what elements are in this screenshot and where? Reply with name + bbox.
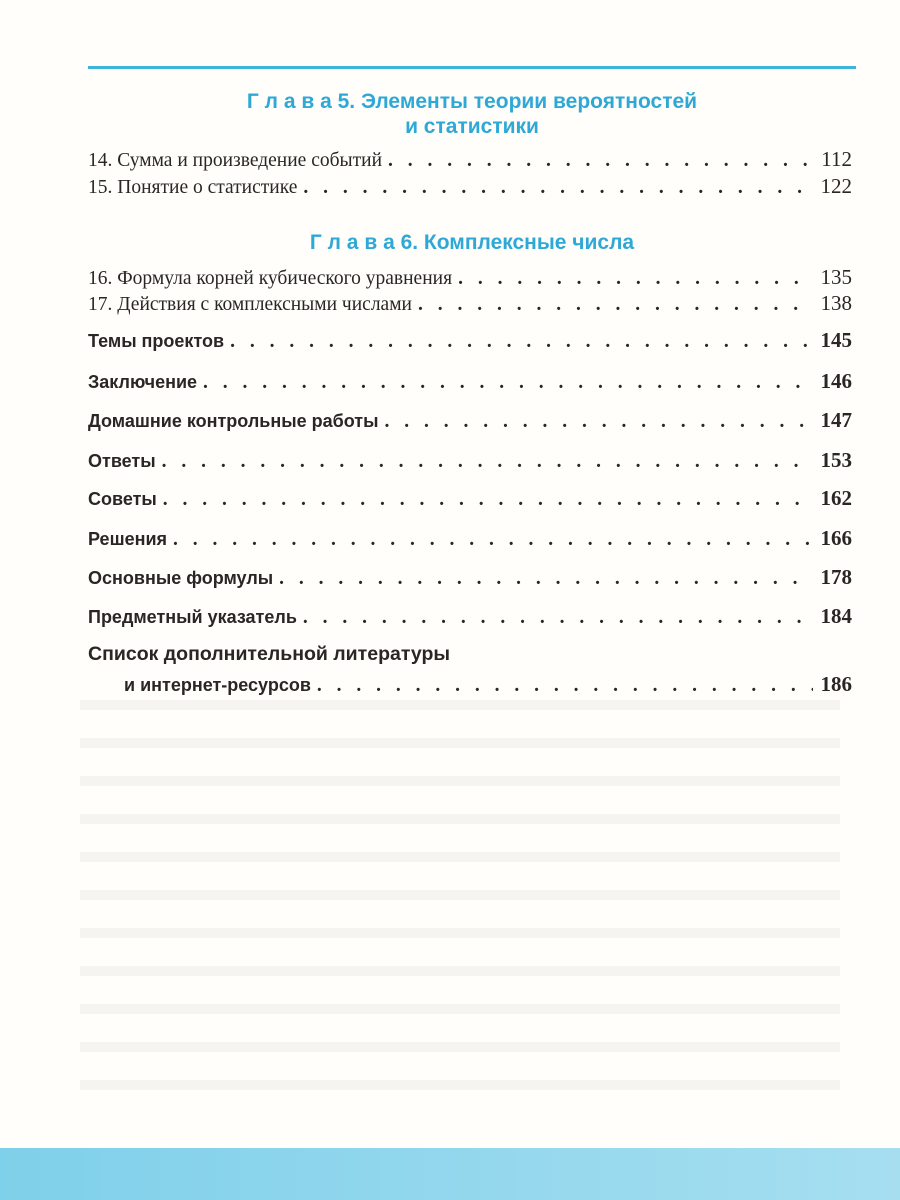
entry-title: 14. Сумма и произведение событий [88, 150, 383, 171]
section-page: 178 [820, 565, 852, 589]
toc-section[interactable] [88, 369, 852, 395]
chapter-5-heading [88, 89, 856, 139]
section-title: Решения [88, 529, 168, 549]
dot-leader [388, 149, 813, 173]
dot-leader [230, 330, 812, 354]
toc-section[interactable] [88, 565, 852, 591]
entry-page: 135 [820, 265, 852, 289]
bottom-color-band [0, 1148, 900, 1200]
section-title: Советы [88, 489, 157, 509]
section-page: 147 [820, 408, 852, 432]
section-title: Заключение [88, 372, 198, 392]
section-page: 166 [820, 526, 852, 550]
entry-title: 16. Формула корней кубического уравнения [88, 268, 453, 289]
dot-leader [418, 293, 813, 317]
toc-section[interactable] [88, 448, 852, 474]
dot-leader [203, 371, 812, 395]
section-page: 184 [820, 604, 852, 628]
section-page: 162 [820, 486, 852, 510]
dot-leader [279, 567, 812, 591]
toc-entry[interactable] [88, 174, 852, 200]
dot-leader [162, 450, 813, 474]
entry-page: 112 [821, 147, 852, 171]
toc-entry[interactable] [88, 147, 852, 173]
toc-section[interactable] [88, 328, 852, 354]
toc-section[interactable] [88, 526, 852, 552]
chapter-6-heading [88, 230, 856, 255]
chapter-6-title: Г л а в а 6. Комплексные числа [309, 231, 635, 254]
entry-page: 138 [820, 291, 852, 315]
toc-entry[interactable] [88, 265, 852, 291]
toc-entry[interactable] [88, 291, 852, 317]
chapter-5-title-line1: Г л а в а 5. Элементы теории вероятностей [246, 90, 698, 113]
entry-title: 15. Понятие о статистике [88, 177, 298, 198]
toc-section[interactable] [88, 604, 852, 630]
toc-section[interactable] [124, 672, 852, 698]
top-rule [88, 66, 856, 69]
dot-leader [303, 606, 813, 630]
section-title: Домашние контрольные работы [88, 411, 379, 431]
dot-leader [458, 267, 812, 291]
section-title: и интернет-ресурсов [124, 675, 311, 695]
section-page: 153 [820, 448, 852, 472]
section-page: 186 [820, 672, 852, 696]
section-title: Основные формулы [88, 568, 274, 588]
entry-title: 17. Действия с комплексными числами [88, 294, 412, 315]
section-title: Ответы [88, 451, 156, 471]
chapter-5-title-line2: и статистики [405, 115, 539, 138]
section-title-line1: Список дополнительной литературы [88, 643, 451, 665]
print-bleed-through [80, 700, 840, 1100]
dot-leader [173, 528, 812, 552]
dot-leader [163, 488, 813, 512]
section-page: 146 [820, 369, 852, 393]
dot-leader [317, 674, 813, 698]
dot-leader [303, 176, 812, 200]
toc-section[interactable] [88, 486, 852, 512]
entry-page: 122 [820, 174, 852, 198]
toc-section[interactable] [88, 408, 852, 434]
section-page: 145 [820, 328, 852, 352]
section-title: Предметный указатель [88, 607, 297, 627]
section-title: Темы проектов [88, 331, 225, 351]
dot-leader [384, 410, 812, 434]
